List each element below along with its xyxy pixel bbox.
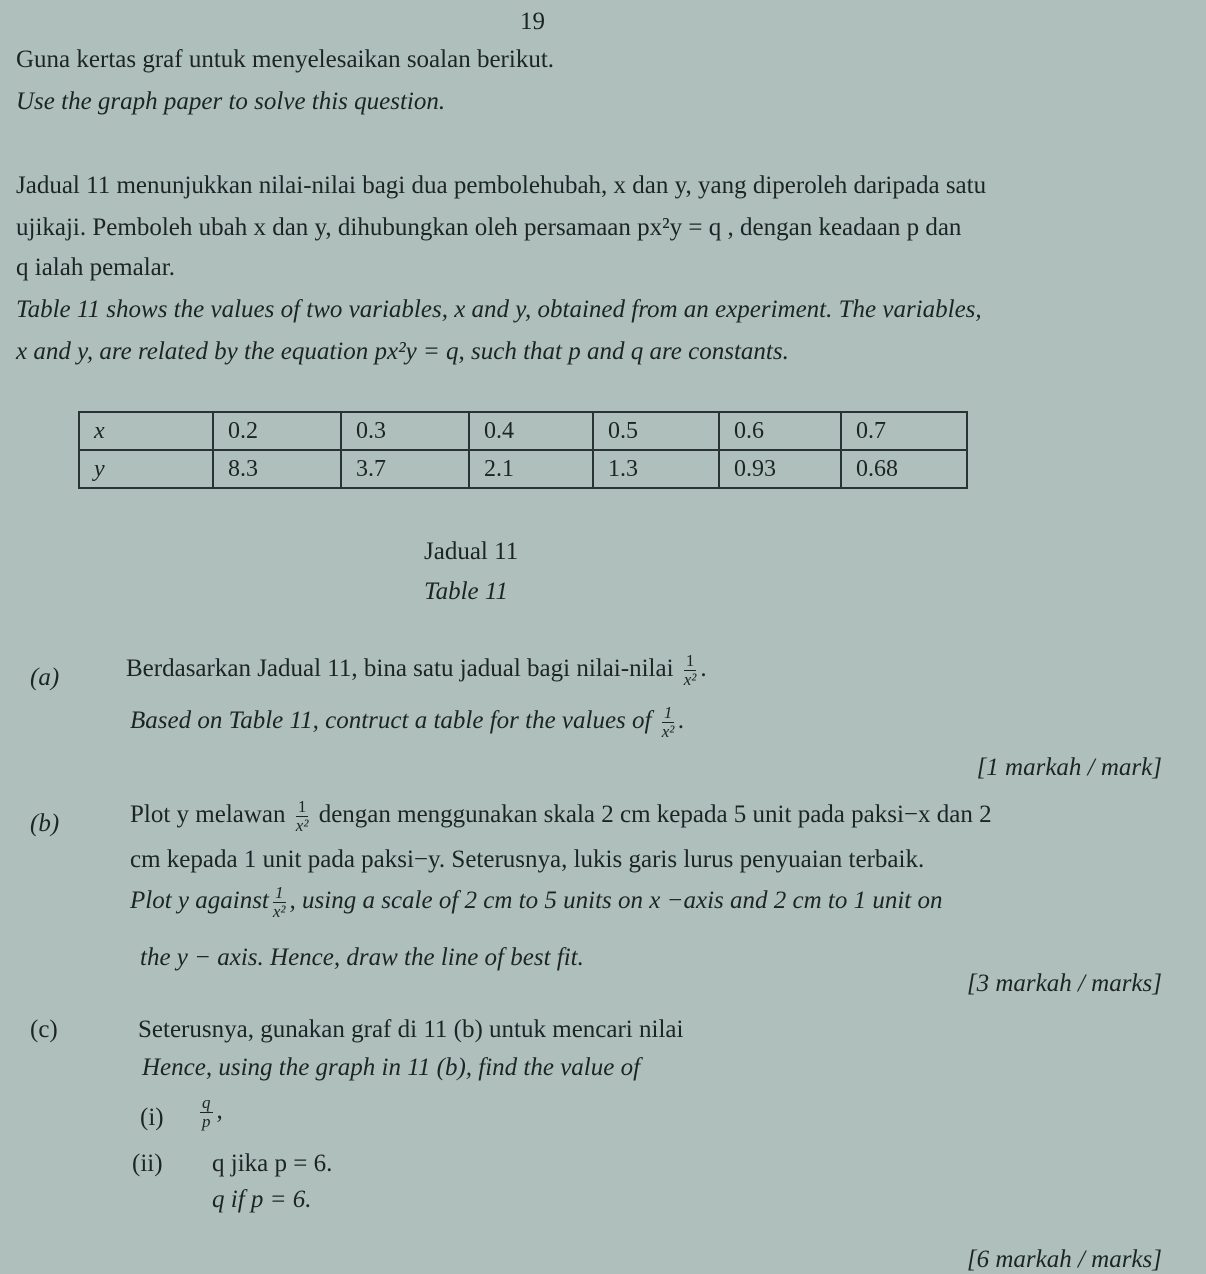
- data-table: [78, 411, 968, 489]
- table-cell: 0.6: [719, 412, 841, 450]
- row-label: y: [79, 450, 213, 488]
- denominator: x²: [661, 722, 675, 741]
- denominator: p: [202, 1112, 211, 1131]
- part-b-ms-text: dengan menggunakan skala 2 cm kepada 5 unit pada paksi−x dan 2: [318, 801, 992, 829]
- fraction-one-over-x-squared: [662, 704, 675, 741]
- part-b-en-1: [130, 884, 942, 921]
- table-row-y: [79, 450, 967, 488]
- page-number: 19: [520, 8, 545, 35]
- intro-ms-2: ujikaji. Pemboleh ubah x dan y, dihubungkan oleh persamaan px²y = q , dengan keadaan p dan: [16, 214, 962, 241]
- part-c-i-label: (i): [140, 1104, 164, 1131]
- fraction-one-over-x-squared: [296, 798, 309, 835]
- part-b-ms-1: [130, 798, 992, 835]
- table-caption-en: Table 11: [424, 578, 509, 605]
- table-cell: 8.3: [213, 450, 341, 488]
- instruction-en: Use the graph paper to solve this question.: [16, 88, 446, 115]
- table-cell: 0.4: [469, 412, 593, 450]
- part-a-ms: Berdasarkan Jadual 11, bina satu jadual bagi nilai-nilai $\frac{1}{\text{x²}}$ .: [126, 651, 707, 689]
- part-a-en: Based on Table 11, contruct a table for the values of $\frac{1}{\text{x²}}$ .: [130, 703, 685, 741]
- instruction-ms: Guna kertas graf untuk menyelesaikan soalan berikut.: [16, 46, 555, 73]
- fraction-one-over-x-squared: [273, 884, 286, 921]
- part-c-ii-en: q if p = 6.: [212, 1186, 312, 1213]
- part-a-marks: [1 markah / mark]: [976, 754, 1162, 781]
- comma: ,: [216, 1097, 223, 1125]
- intro-ms-1: Jadual 11 menunjukkan nilai-nilai bagi dua pembolehubah, x dan y, yang diperoleh daripada satu: [16, 172, 987, 199]
- part-b-label: (b): [30, 810, 60, 837]
- part-b-ms-text: Plot y melawan: [130, 801, 286, 829]
- table-cell: 0.2: [213, 412, 341, 450]
- table-cell: 0.93: [719, 450, 841, 488]
- fraction-q-over-p: [200, 1094, 213, 1131]
- part-c-label: (c): [30, 1016, 58, 1043]
- table-caption-ms: Jadual 11: [424, 538, 519, 565]
- part-c-en: Hence, using the graph in 11 (b), find the value of: [142, 1054, 641, 1081]
- part-b-ms-2: cm kepada 1 unit pada paksi−y. Seterusnya, lukis garis lurus penyuaian terbaik.: [130, 846, 925, 873]
- part-b-en-2: the y − axis. Hence, draw the line of best fit.: [140, 944, 584, 971]
- part-a-en-text: Based on Table 11, contruct a table for the values of: [130, 707, 652, 735]
- numerator: 1: [684, 652, 697, 671]
- table-cell: 0.68: [841, 450, 967, 488]
- table-row-x: [79, 412, 967, 450]
- table-cell: 0.3: [341, 412, 469, 450]
- table-cell: 0.5: [593, 412, 719, 450]
- intro-en-2: x and y, are related by the equation px²y = q, such that p and q are constants.: [16, 338, 789, 365]
- denominator: x²: [272, 902, 286, 921]
- part-c-ms: Seterusnya, gunakan graf di 11 (b) untuk mencari nilai: [138, 1016, 684, 1043]
- numerator: 1: [273, 884, 286, 903]
- table-cell: 0.7: [841, 412, 967, 450]
- table-cell: 2.1: [469, 450, 593, 488]
- part-c-ii-ms: q jika p = 6.: [212, 1150, 333, 1177]
- fraction-one-over-x-squared: [684, 652, 697, 689]
- intro-ms-3: q ialah pemalar.: [16, 254, 175, 281]
- numerator: 1: [662, 704, 675, 723]
- table-cell: 3.7: [341, 450, 469, 488]
- table-cell: 1.3: [593, 450, 719, 488]
- intro-en-1: Table 11 shows the values of two variables, x and y, obtained from an experiment. The variables,: [16, 296, 982, 323]
- part-c-ii-label: (ii): [132, 1150, 163, 1177]
- numerator: 1: [296, 798, 309, 817]
- part-b-en-text: , using a scale of 2 cm to 5 units on x −axis and 2 cm to 1 unit on: [289, 887, 943, 915]
- denominator: x²: [683, 670, 697, 689]
- denominator: x²: [295, 816, 309, 835]
- part-c-marks: [6 markah / marks]: [966, 1246, 1162, 1273]
- part-a-label: (a): [30, 664, 60, 691]
- row-label: x: [79, 412, 213, 450]
- part-c-i: [196, 1094, 223, 1131]
- numerator: q: [202, 1093, 211, 1112]
- part-b-marks: [3 markah / marks]: [966, 970, 1162, 997]
- part-b-en-text: Plot y against: [130, 887, 269, 915]
- part-a-ms-text: Berdasarkan Jadual 11, bina satu jadual bagi nilai-nilai: [126, 655, 674, 683]
